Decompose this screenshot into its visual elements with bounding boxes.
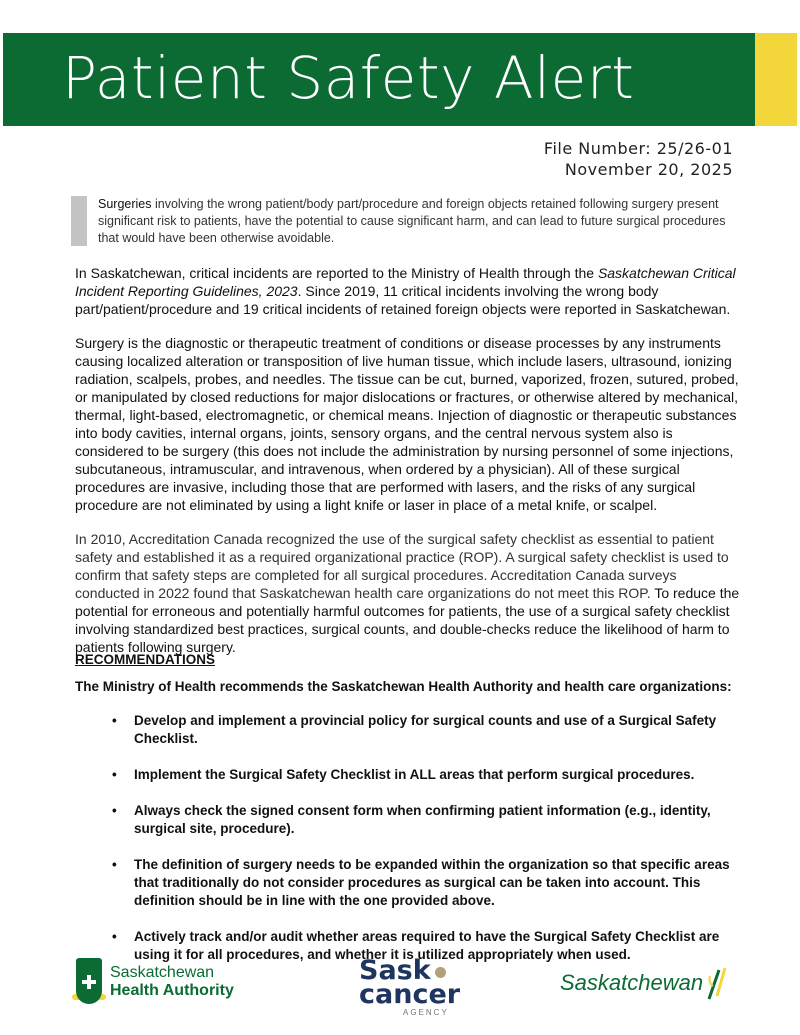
recommendation-text: Actively track and/or audit whether areas required to have the Surgical Safety Checklist are using it for all procedures, and whether it is utilized appropriately when used. (134, 929, 720, 962)
sha-name-line2: Health Authority (110, 982, 234, 999)
recommendation-text: Develop and implement a provincial policy for surgical counts and use of a Surgical Safety Checklist. (134, 713, 717, 746)
list-item (112, 712, 742, 748)
list-item (112, 802, 742, 838)
callout-lead: Surgeries (98, 197, 152, 211)
recommendations-intro: The Ministry of Health recommends the Saskatchewan Health Authority and health care organizations: (75, 679, 732, 694)
callout-bar (71, 196, 87, 246)
list-item (112, 856, 742, 910)
p3-text-first: In 2010, Accreditation Canada recognized the use of the surgical safety checklist as essential to patient safety and established it as a required organizational practice (ROP). A surgical safety checklist is used to confirm that safety steps are completed for all surgical procedures. Accreditation Canada surveys conducted in 2022 found that Saskatchewan health care organizations do not meet this ROP. (75, 531, 729, 601)
p1-text-after: . Since 2019, 11 critical incidents involving the wrong body part/patient/procedure and 19 critical incidents of retained foreign objects were reported in Saskatchewan. (75, 283, 731, 317)
recommendations-list (112, 712, 742, 964)
bullet-icon: • (112, 767, 117, 782)
file-number: File Number: 25/26-01 (543, 139, 733, 158)
gov-name: Saskatchewan (560, 970, 704, 995)
p3-text-second: To reduce the potential for erroneous and potentially harmful outcomes for patients, the use of a surgical safety checklist involving standardized best practices, surgical counts, and double-checks reduce the likelihood of harm to patients following surgery. (75, 585, 740, 655)
sask-cancer-word3: AGENCY (403, 1008, 449, 1017)
bullet-icon: • (112, 857, 117, 872)
page-title: Patient Safety Alert (62, 44, 635, 112)
bullet-icon: • (112, 929, 117, 944)
sask-cancer-logo (357, 956, 467, 1018)
callout-text (98, 196, 739, 247)
sask-cancer-word2: cancer (359, 979, 461, 1010)
sask-cancer-word1: Sask (359, 955, 431, 986)
bullet-icon: • (112, 803, 117, 818)
footer-logos (0, 952, 800, 1022)
paragraph-accreditation (75, 530, 743, 656)
saskatchewan-gov-logo (560, 966, 730, 1006)
alert-date: November 20, 2025 (564, 160, 733, 179)
file-meta (544, 138, 733, 180)
paragraph-incident-reporting (75, 264, 743, 318)
health-cross-icon (76, 958, 102, 1004)
p1-text-before: In Saskatchewan, critical incidents are reported to the Ministry of Health through the (75, 265, 598, 281)
sha-name-line1: Saskatchewan (110, 964, 215, 981)
recommendation-text: Implement the Surgical Safety Checklist in ALL areas that perform surgical procedures. (134, 767, 695, 782)
callout-body: involving the wrong patient/body part/procedure and foreign objects retained following surgery present significant risk to patients, have the potential to cause significant harm, and can lead to future surgical procedures that would have been otherwise avoidable. (98, 197, 726, 245)
wheat-icon (705, 966, 729, 1000)
recommendation-text: Always check the signed consent form when confirming patient information (e.g., identity, surgical site, procedure). (134, 803, 711, 836)
sask-cancer-dot-icon (435, 967, 446, 978)
list-item (112, 766, 742, 784)
summary-callout (71, 196, 739, 247)
guidelines-title: Saskatchewan Critical Incident Reporting Guidelines, 2023 (75, 265, 736, 299)
recommendations-heading: RECOMMENDATIONS (75, 652, 215, 667)
bullet-icon: • (112, 713, 117, 728)
paragraph-surgery-definition: Surgery is the diagnostic or therapeutic treatment of conditions or disease processes by any instruments causing localized alteration or transposition of live human tissue, which include lasers, ultrasound, ionizing radiation, scalpels, probes, and needles. The tissue can be cut, burned, vaporized, frozen, sutured, probed, or manipulated by closed reductions for major dislocations or fractures, or otherwise altered by mechanical, thermal, light-based, electromagnetic, or chemical means. Injection of diagnostic or therapeutic substances into body cavities, internal organs, joints, sensory organs, and the central nervous system also is considered to be surgery (this does not include the administration by nursing personnel of some injections, subcutaneous, intramuscular, and intravenous, when ordered by a physician). All of these surgical procedures are invasive, including those that are performed with lasers, and the risks of any surgical procedure are not eliminated by using a light knife or laser in place of a metal knife, or scalpel. (75, 335, 739, 513)
header-accent-stripe (755, 33, 797, 126)
recommendation-text: The definition of surgery needs to be expanded within the organization so that specific areas that traditionally do not consider procedures as surgical can be taken into account. This definition should be in line with the one provided above. (134, 857, 730, 908)
